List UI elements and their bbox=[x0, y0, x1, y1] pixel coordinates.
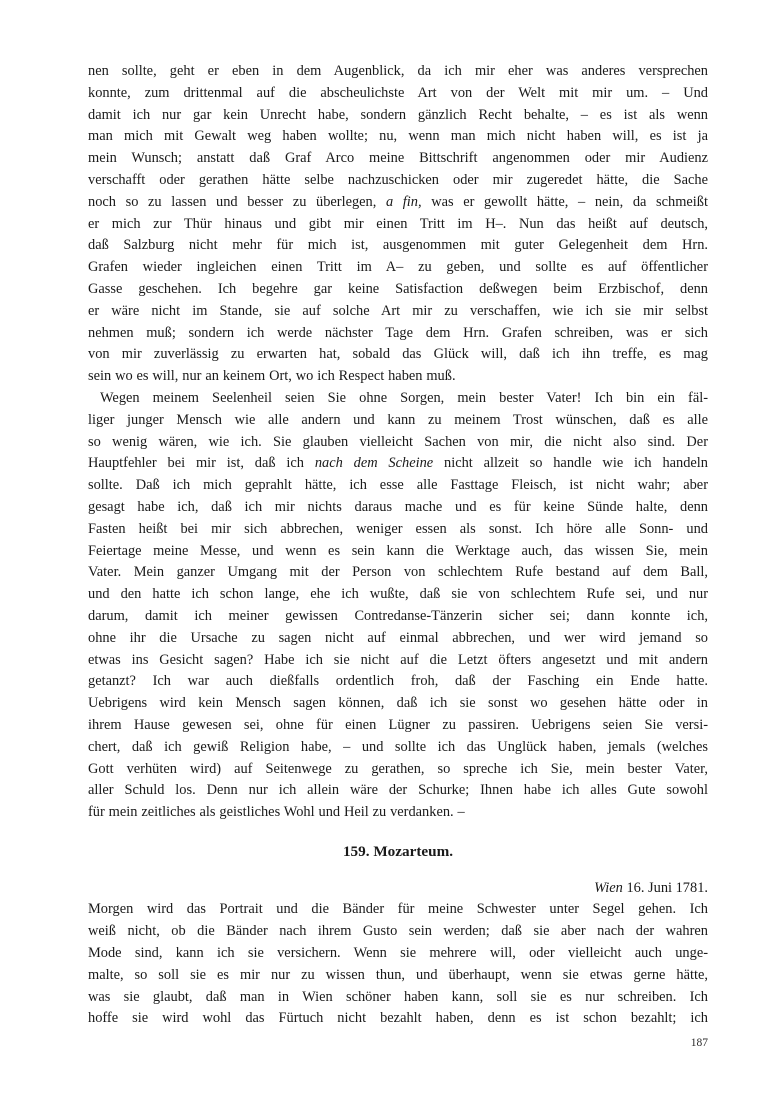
text-line: nen sollte, geht er eben in dem Augenblick, da ich mir eher was anderes versprechen bbox=[88, 63, 708, 79]
text-line: Uebrigens wird kein Mensch sagen können, daß ich sie sonst wo gesehen hätte oder in bbox=[88, 695, 708, 712]
text-line: ohne ihr die Ursache zu sagen nicht auf einmal abbrechen, und wer wird jemand so bbox=[88, 629, 708, 646]
text-line: konnte, zum drittenmal auf die abscheulichste Art von der Welt mit mir um. – Und bbox=[88, 84, 708, 101]
text-line: etwas ins Gesicht sagen? Habe ich sie nicht auf die Letzt öfters angesetzt und mit andern bbox=[88, 651, 708, 668]
text-line: damit ich nur gar kein Unrecht habe, sondern gänzlich Recht behalte, – es ist als wenn bbox=[88, 106, 708, 123]
text-line: mein Wunsch; anstatt daß Graf Arco meine Bittschrift angenommen oder mir Audienz bbox=[88, 150, 708, 167]
page-number: 187 bbox=[690, 1037, 708, 1049]
letter-body-paragraph bbox=[88, 899, 708, 1030]
text-line: Wegen meinem Seelenheil seien Sie ohne Sorgen, mein bester Vater! Ich bin ein fäl- bbox=[100, 389, 708, 406]
text-line: sein wo es will, nur an keinem Ort, wo ich Respect haben muß. bbox=[88, 368, 456, 385]
text-line: Gasse geschehen. Ich begehre gar keine Satisfaction deßwegen beim Erzbischof, denn bbox=[88, 280, 708, 297]
text-line: sollte. Daß ich mich geprahlt hätte, ich esse alle Fasttage Fleisch, ist nicht wahr; aber bbox=[88, 477, 708, 494]
text-line: getanzt? Ich war auch dießfalls ordentlich froh, daß der Fasching ein Ende hatte. bbox=[88, 673, 708, 690]
text-line: gesagt habe ich, daß ich mir nichts daraus mache und es für keine Sünde halte, denn bbox=[88, 498, 708, 515]
text-line: darum, damit ich meiner gewissen Contredanse-Tänzerin sicher sei; dann konnte ich, bbox=[88, 607, 708, 624]
text-line: Grafen wieder ingleichen einen Tritt im A– zu geben, und sollte es auf öffentlicher bbox=[88, 259, 708, 276]
seelenheil-paragraph bbox=[88, 388, 708, 824]
text-line: liger junger Mensch wie alle andern und kann zu meinem Trost wünschen, daß es alle bbox=[88, 411, 708, 428]
continuation-paragraph bbox=[88, 61, 708, 388]
text-line: Gott verhüten wird) auf Seitenwege zu gerathen, so spreche ich Sie, mein bester Vater, bbox=[88, 760, 708, 777]
text-line: chert, daß ich gewiß Religion habe, – und sollte ich das Unglück haben, jemals (welches bbox=[88, 738, 708, 755]
text-line: und den hatte ich schon lange, ehe ich wußte, daß sie von schlechtem Rufe sei, und nur bbox=[88, 586, 708, 603]
text-line: für mein zeitliches als geistliches Wohl und Heil zu verdanken. – bbox=[88, 804, 465, 821]
letter-heading: 159. Mozarteum. bbox=[342, 842, 454, 860]
text-line: von mir zuverlässig zu erwarten hat, sobald das Glück will, daß ich ihn treffe, es mag bbox=[88, 346, 708, 363]
text-line: Feiertage meine Messe, und wenn es sein kann die Werktage auch, das wissen Sie, mein bbox=[88, 542, 708, 559]
text-line: nehmen muß; sondern ich werde nächster Tage dem Hrn. Grafen schreiben, was er sich bbox=[88, 324, 708, 341]
text-line: Hauptfehler bei mir ist, daß ich nach dem Scheine nicht allzeit so handle wie ich handeln bbox=[88, 455, 708, 472]
text-line: man mich mit Gewalt weg haben wollte; nu, wenn man mich nicht haben will, es ist ja bbox=[88, 128, 708, 145]
text-line: Fasten heißt bei mir sich abbrechen, weniger essen als sonst. Ich höre alle Sonn- und bbox=[88, 520, 708, 537]
text-line: weiß nicht, ob die Bänder nach ihrem Gusto sein werden; daß sie aber nach der wahren bbox=[88, 923, 708, 940]
text-line: Morgen wird das Portrait und die Bänder für meine Schwester unter Segel gehen. Ich bbox=[88, 901, 708, 918]
text-line: er mich zur Thür hinaus und gibt mir einen Tritt im H–. Nun das heißt auf deutsch, bbox=[88, 215, 708, 232]
text-line: was sie glaubt, daß man in Wien schöner haben kann, soll sie es nur schreiben. Ich bbox=[88, 988, 708, 1005]
text-line: hoffe sie wird wohl das Fürtuch nicht bezahlt haben, denn es ist schon bezahlt; ich bbox=[88, 1010, 708, 1027]
text-line: er wäre nicht im Stande, sie auf solche Art mir zu verschaffen, wie ich sie mir selbst bbox=[88, 302, 708, 319]
letter-dateline: Wien 16. Juni 1781. bbox=[594, 879, 708, 896]
text-line: aller Schuld los. Denn nur ich allein wäre der Schurke; Ihnen habe ich alles Gute sowohl bbox=[88, 782, 708, 799]
text-line: daß Salzburg nicht mehr für mich ist, ausgenommen mit guter Gelegenheit dem Hrn. bbox=[88, 237, 708, 254]
text-line: malte, so soll sie es mir nur zu wissen thun, und überhaupt, wenn sie etwas gerne hätte, bbox=[88, 966, 708, 983]
text-block bbox=[88, 61, 708, 1030]
text-line: ihrem Hause gewesen sei, ohne für einen Lügner zu passiren. Uebrigens seien Sie versi- bbox=[88, 716, 708, 733]
text-line: Mode sind, kann ich sie versichern. Wenn sie mehrere will, oder vielleicht auch unge- bbox=[88, 945, 708, 962]
text-line: noch so zu lassen und besser zu überlegen, a fin, was er gewollt hätte, – nein, da schmeißt bbox=[88, 193, 708, 210]
text-line: so wenig wären, wie ich. Sie glauben vielleicht Sachen von mir, die nicht also sind. Der bbox=[88, 433, 708, 450]
text-line: verschafft oder gerathen hätte selbe nachzuschicken oder mir zugeredet hätte, die Sache bbox=[88, 171, 708, 188]
text-line: Vater. Mein ganzer Umgang mit der Person von schlechtem Rufe bestand auf dem Ball, bbox=[88, 564, 708, 581]
